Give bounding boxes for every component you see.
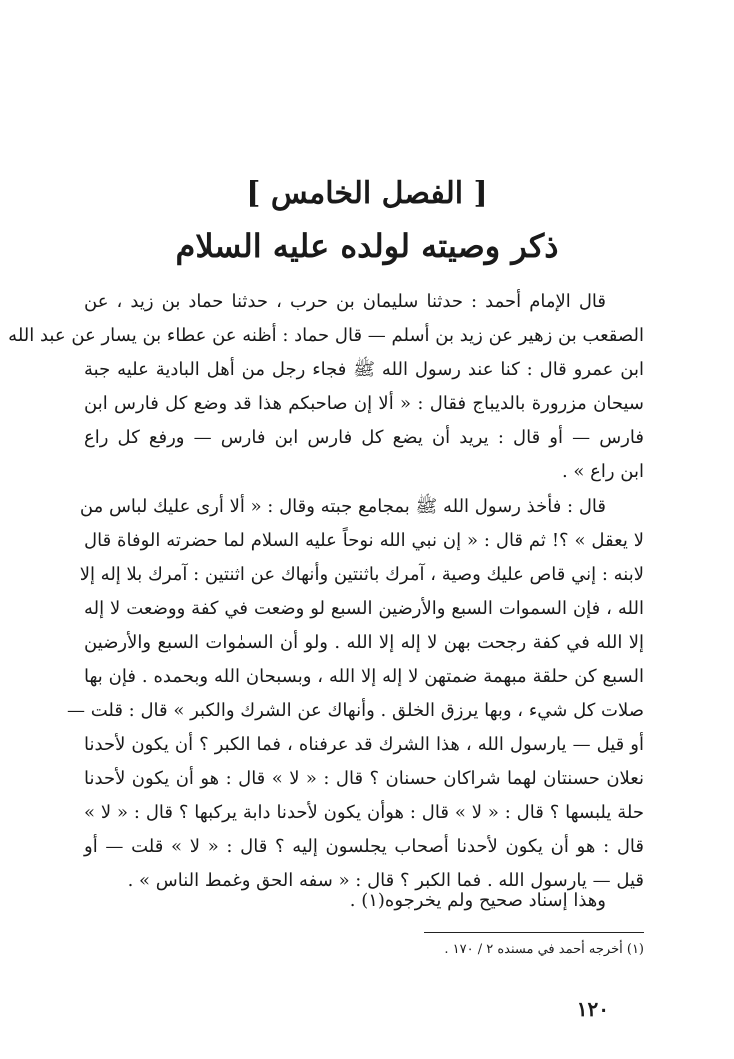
chapter-title: ذكر وصيته لولده عليه السلام — [175, 227, 559, 265]
text-line: الله ، فإن السموات السبع والأرضين السبع لو وضعت في كفة ووضعت لا إله — [84, 598, 644, 619]
text-line: قال الإمام أحمد : حدثنا سليمان بن حرب ، حدثنا حماد بن زيد ، عن — [84, 291, 606, 312]
paragraph-3 — [84, 884, 644, 918]
paragraph-2 — [67, 490, 644, 898]
text-line: حلة يلبسها ؟ قال : « لا » قال : هوأن يكون لأحدنا دابة يركبها ؟ قال : « لا » — [84, 802, 644, 823]
text-line: ابن راع » . — [561, 461, 644, 482]
text-line: الصقعب بن زهير عن زيد بن أسلم — قال حماد : أظنه عن عطاء بن يسار عن عبد الله — [8, 325, 644, 346]
text-line: لابنه : إني قاص عليك وصية ، آمرك باثنتين وأنهاك عن اثنتين : آمرك بلا إله إلا — [79, 564, 644, 585]
chapter-heading: [ الفصل الخامس ] — [246, 176, 488, 211]
text-line: صلات كل شيء ، وبها يرزق الخلق . وأنهاك عن الشرك والكبر » قال : قلت — — [67, 700, 644, 721]
text-line: ابن عمرو قال : كنا عند رسول الله ﷺ فجاء رجل من أهل البادية عليه جبة — [84, 359, 644, 380]
text-line: نعلان حسنتان لهما شراكان حسنان ؟ قال : « لا » قال : هو أن يكون لأحدنا — [84, 768, 644, 789]
footnote-divider — [424, 932, 644, 933]
text-line: فارس — أو قال : يريد أن يضع كل فارس ابن فارس — ورفع كل راع — [84, 427, 644, 448]
text-line: السبع كن حلقة مبهمة ضمتهن لا إله إلا الله ، وبسبحان الله وبحمده . فإن بها — [84, 666, 644, 687]
text-line: قال : هو أن يكون لأحدنا أصحاب يجلسون إليه ؟ قال : « لا » قلت — أو — [84, 836, 644, 857]
text-line: قال : فأخذ رسول الله ﷺ بمجامع جبته وقال : « ألا أرى عليك لباس من — [79, 496, 606, 517]
text-line: قيل — يارسول الله . فما الكبر ؟ قال : « سفه الحق وغمط الناس » . — [127, 870, 644, 891]
footnote: (١) أخرجه أحمد في مسنده ٢ / ١٧٠ . — [444, 942, 644, 957]
text-line: وهذا إسناد صحيح ولم يخرجوه(١) . — [349, 890, 606, 911]
text-line: أو قيل — يارسول الله ، هذا الشرك قد عرفناه ، فما الكبر ؟ أن يكون لأحدنا — [84, 734, 644, 755]
page-number: ١٢٠ — [576, 997, 609, 1021]
paragraph-1 — [8, 285, 644, 489]
text-line: سيحان مزرورة بالديباج فقال : « ألا إن صاحبكم هذا قد وضع كل فارس ابن — [84, 393, 644, 414]
text-line: لا يعقل » ؟! ثم قال : « إن نبي الله نوحاً عليه السلام لما حضرته الوفاة قال — [84, 530, 644, 551]
text-line: إلا الله في كفة رجحت بهن لا إله إلا الله . ولو أن السمٰوات السبع والأرضين — [84, 632, 644, 653]
